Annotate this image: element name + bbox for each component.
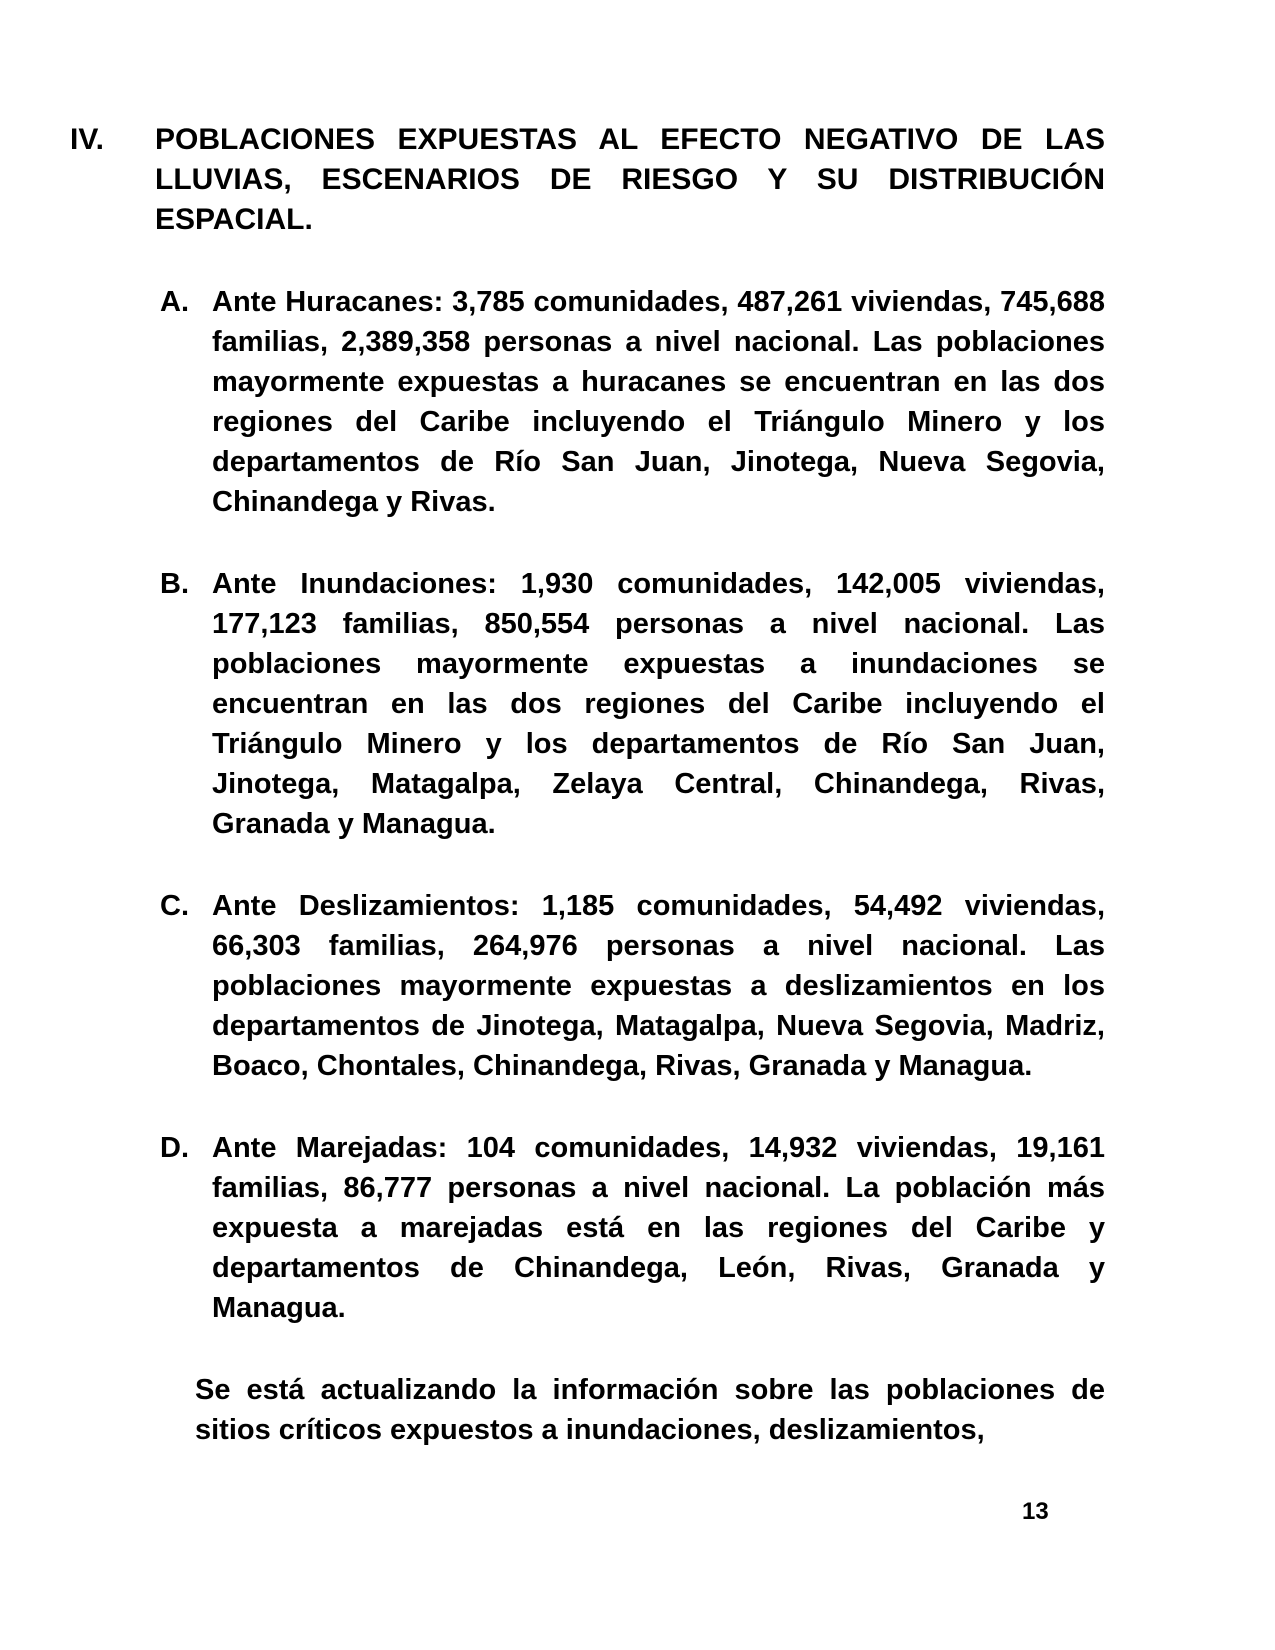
item-text: Ante Inundaciones: 1,930 comunidades, 142,005 viviendas, 177,123 familias, 850,554 personas a nivel nacional. Las poblaciones mayormente expuestas a inundaciones se encuentran en las dos regiones del Caribe incluyendo el Triángulo Minero y los departamentos de Río San Juan, Jinotega, Matagalpa, Zelaya Central, Chinandega, Rivas, Granada y Managua. — [212, 568, 1105, 840]
list-item — [160, 886, 1105, 1086]
list-item — [160, 282, 1105, 522]
item-text: Ante Huracanes: 3,785 comunidades, 487,261 viviendas, 745,688 familias, 2,389,358 personas a nivel nacional. Las poblaciones mayormente expuestas a huracanes se encuentran en las dos regiones del Caribe incluyendo el Triángulo Minero y los departamentos de Río San Juan, Jinotega, Nueva Segovia, Chinandega y Rivas. — [212, 286, 1105, 518]
page-number: 13 — [1022, 1498, 1049, 1525]
closing-paragraph: Se está actualizando la información sobre las poblaciones de sitios críticos expuestos a inundaciones, deslizamientos, — [195, 1374, 1105, 1446]
item-letter: C. — [160, 890, 189, 922]
section-heading — [70, 120, 1105, 240]
list-item — [160, 1128, 1105, 1328]
list-item — [160, 564, 1105, 844]
page-content — [70, 120, 1105, 1450]
section-title: POBLACIONES EXPUESTAS AL EFECTO NEGATIVO DE LAS LLUVIAS, ESCENARIOS DE RIESGO Y SU DISTRIBUCIÓN ESPACIAL. — [155, 123, 1105, 236]
item-letter: B. — [160, 568, 189, 600]
item-letter: A. — [160, 286, 189, 318]
item-text: Ante Deslizamientos: 1,185 comunidades, 54,492 viviendas, 66,303 familias, 264,976 personas a nivel nacional. Las poblaciones mayormente expuestas a deslizamientos en los departamentos de Jinotega, Matagalpa, Nueva Segovia, Madriz, Boaco, Chontales, Chinandega, Rivas, Granada y Managua. — [212, 890, 1105, 1082]
lettered-list — [70, 282, 1105, 1328]
item-text: Ante Marejadas: 104 comunidades, 14,932 viviendas, 19,161 familias, 86,777 personas a nivel nacional. La población más expuesta a marejadas está en las regiones del Caribe y departamentos de Chinandega, León, Rivas, Granada y Managua. — [212, 1132, 1105, 1324]
item-letter: D. — [160, 1132, 189, 1164]
section-numeral: IV. — [70, 123, 104, 156]
